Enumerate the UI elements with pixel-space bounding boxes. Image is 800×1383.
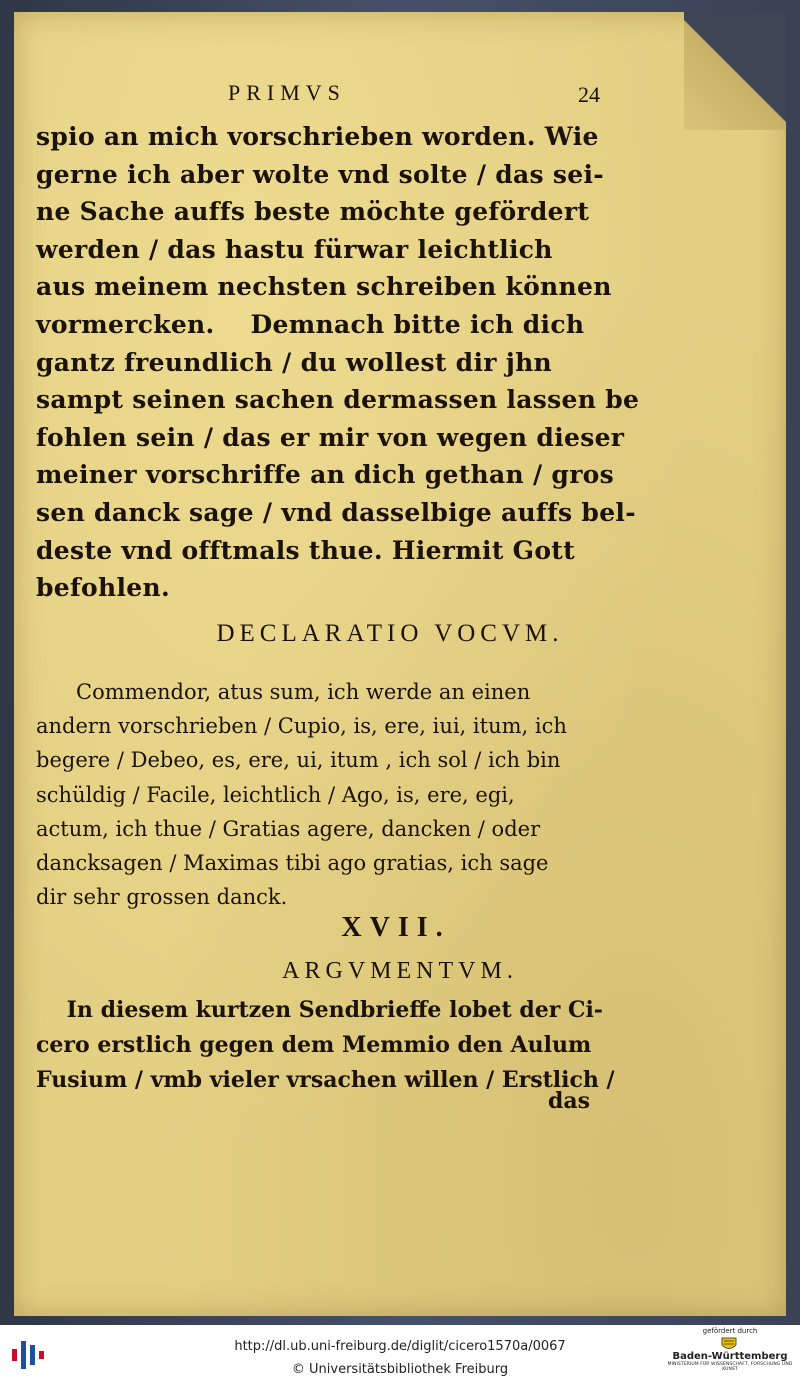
text-line: Commendor, atus sum, ich werde an einen <box>36 680 531 704</box>
running-title: PRIMVS <box>228 80 346 105</box>
text-line: In diesem kurtzen Sendbrieffe lobet der Ci- <box>36 997 603 1023</box>
text-line: schüldig / Facile, leichtlich / Ago, is, ere, egi, <box>36 782 515 807</box>
text-line: cero erstlich gegen dem Memmio den Aulum <box>36 1032 592 1058</box>
text-line: begere / Debeo, es, ere, ui, itum , ich sol / ich bin <box>36 748 561 773</box>
catchword: das <box>548 1088 591 1114</box>
text-line: spio an mich vorschrieben worden. Wie <box>36 122 599 151</box>
coat-of-arms-icon <box>718 1336 740 1352</box>
text-line: dir sehr grossen danck. <box>36 885 288 910</box>
text-line: werden / das hastu fürwar leichtlich <box>36 234 553 264</box>
running-head <box>0 80 800 110</box>
vocabulary-paragraph <box>36 675 616 914</box>
text-line: ne Sache auffs beste möchte gefördert <box>36 197 590 227</box>
sponsor-block <box>666 1327 794 1372</box>
sponsor-label: gefördert durch <box>702 1327 758 1335</box>
text-line: Fusium / vmb vieler vrsachen willen / Erstlich / <box>36 1067 615 1093</box>
folded-page-corner <box>684 12 786 130</box>
copyright-notice: © Universitätsbibliothek Freiburg <box>291 1362 509 1377</box>
text-line: befohlen. <box>36 573 170 603</box>
argument-paragraph <box>36 993 616 1098</box>
page-number: 24 <box>578 82 600 107</box>
section-heading-declaratio: DECLARATIO VOCVM. <box>216 620 564 647</box>
text-line: deste vnd offtmals thue. Hiermit Gott <box>36 535 575 565</box>
permalink-url[interactable]: http://dl.ub.uni-freiburg.de/diglit/cicero1570a/0067 <box>234 1339 566 1354</box>
text-line: meiner vorschriffe an dich gethan / gros <box>36 460 615 490</box>
letter-number: XVII. <box>341 912 451 943</box>
viewer-footer <box>0 1325 800 1383</box>
text-line: vormercken. Demnach bitte ich dich <box>36 309 585 339</box>
text-line: andern vorschrieben / Cupio, is, ere, iui, itum, ich <box>36 714 567 739</box>
argument-heading: ARGVMENTVM. <box>282 958 518 984</box>
text-line: actum, ich thue / Gratias agere, dancken / oder <box>36 816 541 841</box>
text-line: fohlen sein / das er mir von wegen dieser <box>36 422 625 452</box>
text-line: aus meinem nechsten schreiben können <box>36 272 612 302</box>
text-line: dancksagen / Maximas tibi ago gratias, ich sage <box>36 851 549 876</box>
text-line: gerne ich aber wolte vnd solte / das sei- <box>36 159 604 189</box>
sponsor-ministry: MINISTERIUM FÜR WISSENSCHAFT, FORSCHUNG UND KUNST <box>667 1362 793 1372</box>
letter-closing-paragraph <box>36 118 640 607</box>
text-line: sampt seinen sachen dermassen lassen be <box>36 385 640 415</box>
text-line: sen danck sage / vnd dasselbige auffs bel- <box>36 497 636 527</box>
sponsor-state: Baden-Württemberg <box>672 1351 788 1362</box>
text-line: gantz freundlich / du wollest dir jhn <box>36 347 553 377</box>
